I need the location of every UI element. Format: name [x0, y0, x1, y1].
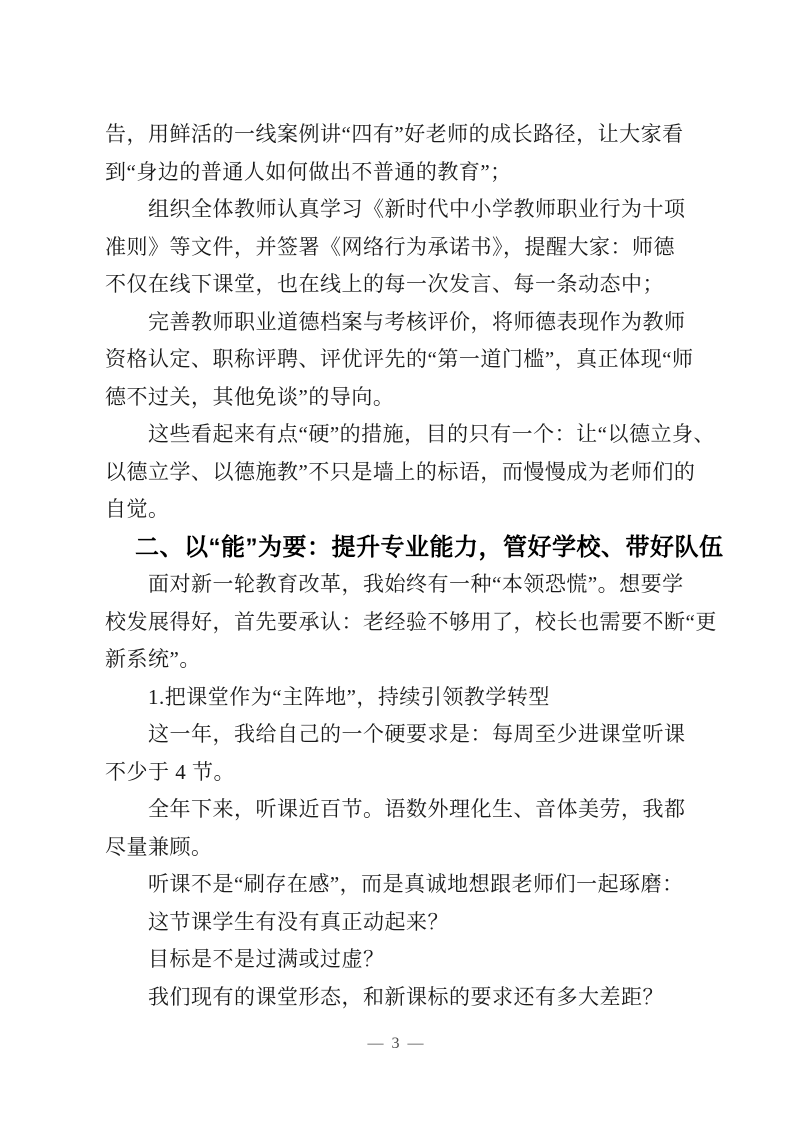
text-line: 全年下来，听课近百节。语数外理化生、音体美劳，我都	[148, 797, 686, 821]
text-line: 1.把课堂作为“主阵地”，持续引领教学转型	[148, 684, 550, 709]
text-line: 我们现有的课堂形态，和新课标的要求还有多大差距？	[148, 984, 664, 1009]
page-number: — 3 —	[367, 1035, 426, 1052]
text-line: 完善教师职业道德档案与考核评价，将师德表现作为教师	[148, 309, 686, 334]
text-line: 目标是不是过满或过虚？	[148, 947, 385, 971]
text-line: 面对新一轮教育改革，我始终有一种“本领恐慌”。想要学	[148, 572, 684, 596]
text-line: 新系统”。	[105, 647, 201, 671]
text-line: 这节课学生有没有真正动起来？	[148, 909, 449, 934]
text-line: 告，用鲜活的一线案例讲“四有”好老师的成长路径，让大家看	[105, 122, 684, 146]
document-text-block	[105, 116, 724, 1016]
section-heading: 二、以“能”为要：提升专业能力，管好学校、带好队伍	[135, 533, 724, 561]
text-line: 不仅在线下课堂，也在线上的每一次发言、每一条动态中；	[105, 272, 664, 296]
text-line: 尽量兼顾。	[105, 834, 213, 859]
text-line: 校发展得好，首先要承认：老经验不够用了，校长也需要不断“更	[105, 609, 717, 634]
text-line: 这一年，我给自己的一个硬要求是：每周至少进课堂听课	[148, 722, 686, 746]
text-line: 到“身边的普通人如何做出不普通的教育”；	[105, 159, 512, 184]
text-line: 准则》等文件，并签署《网络行为承诺书》，提醒大家：师德	[105, 234, 675, 259]
text-line: 听课不是“刷存在感”，而是真诚地想跟老师们一起琢磨：	[148, 872, 684, 896]
text-line: 组织全体教师认真学习《新时代中小学教师职业行为十项	[148, 197, 686, 221]
text-line: 以德立学、以德施教”不只是墙上的标语，而慢慢成为老师们的	[105, 459, 696, 484]
text-line: 德不过关，其他免谈”的导向。	[105, 384, 395, 409]
text-line: 资格认定、职称评聘、评优评先的“第一道门槛”，真正体现“师	[105, 347, 694, 371]
text-line: 这些看起来有点“硬”的措施，目的只有一个：让“以德立身、	[148, 422, 715, 446]
text-line: 不少于 4 节。	[105, 759, 235, 784]
text-line: 自觉。	[105, 497, 170, 521]
